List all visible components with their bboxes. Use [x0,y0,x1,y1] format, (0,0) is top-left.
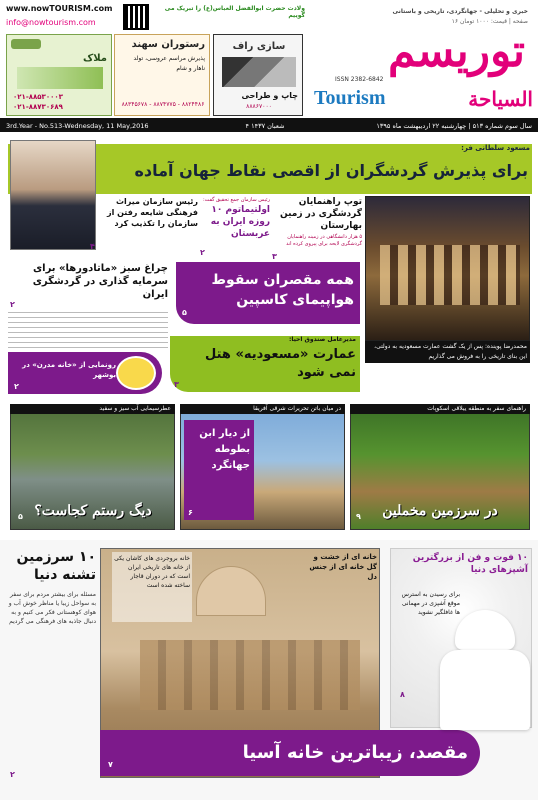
green-caption: راهنمای سفر به منطقه ییلاقی اسکوپات [350,404,530,414]
morocco-title: از دیار ابن بطوطه جهانگرد [199,428,250,471]
story-masoudieh-page: ۳ [174,380,179,389]
story-unveil-page: ۲ [14,382,19,391]
story-heritage[interactable] [88,196,198,254]
ad-malak-badge [11,39,41,49]
tagline: خبری و تحلیلی - جهانگردی، تاریخی و باستانی [392,8,528,15]
website-url[interactable]: www.nowTOURISM.com [6,4,113,13]
story-green-lamp[interactable] [8,262,168,312]
story-green-lamp-page: ۲ [10,300,15,309]
river-page: ۵ [18,512,23,521]
story-masoudieh-title: عمارت «مسعودیه» هتل نمی شود [205,347,356,380]
story-unveil-title: رونمایی از «خانه مدرن» در بوشهر [22,361,116,379]
ad-print-brand: سازی راف [232,41,286,52]
price: ۱۶ صفحه | قیمت: ۱۰۰۰ تومان [451,18,528,25]
body-text-block [8,312,168,350]
story-ten-lands-page: ۲ [10,770,15,779]
ad-restaurant-line1: پذیرش مراسم عروسی، تولد [133,55,205,62]
story-chefs-page: ۸ [400,690,405,699]
unveil-badge [116,356,156,390]
story-masoudieh-kicker: مدیرعامل صندوق احیا: [288,336,356,343]
ad-restaurant-title: رستوران سهند [131,39,205,50]
story-airline-kicker: رئیس سازمان جمع تحقیق گفت: [202,197,270,203]
river-title: دیگ رستم کجاست؟ [34,503,152,519]
story-chefs-title: ۱۰ فوت و فن از بزرگترین آشپزهای دنیا [412,553,528,575]
top-note: ولادت حضرت ابوالفضل العباس(ع) را تبریک می گوییم [164,5,305,19]
story-green-lamp-title: چراغ سبز «ماتادورها» برای سرمایه گذاری در گردشگری ایران [32,263,168,300]
dateline-right: سال سوم شماره ۵۱۳ | چهارشنبه ۲۲ اردیبهشت ماه ۱۳۹۵ [376,122,532,130]
story-heritage-title: رئیس سازمان میراث فرهنگی شایعه رفتن از سازمان را تکذیب کرد [106,197,198,228]
story-house-title: مقصد، زیباترین خانه آسیا [242,742,468,763]
qr-code [123,4,149,30]
ad-restaurant[interactable] [114,34,210,116]
river-caption: عطرسیمایی آب سیز و سفید [10,404,175,414]
story-caspian-page: ۵ [182,308,187,317]
ad-restaurant-line2: ناهار و شام [176,65,205,72]
kashan-caption: محمدرضا پوینده: پس از یک گشت عمارت مسعودیه به دولتی، این بنای تاریخی را به فروش می گذاریم [365,341,530,363]
story-heritage-page: ۴ [90,242,95,251]
ad-print-title: چاپ و طراحی [241,91,298,100]
story-guides-page: ۳ [272,252,277,261]
ad-malak-phone-1: ۰۲۱-۸۸۵۳۰۰۰۳ [13,93,63,101]
story-airline-title: اولتیماتوم ۱۰ روزه ایران به عربستان [210,205,270,239]
story-ten-lands-body: مسئله برای بیشتر مردم برای سفر به سواحل زیبا یا مناظر خوش آب و هوای کوهستانی فکر می کنیم و به دنبال جاذبه های فرهنگی می گردیم [8,591,96,625]
story-house-body: خانه بروجردی های کاشان یکی از خانه های تاریخی ایران است که در دوران قاجار ساخته شده است [112,552,192,622]
story-airline-page: ۲ [200,248,205,257]
ad-malak-phone-2: ۰۲۱-۸۸۷۳۰۶۸۹ [13,103,63,111]
ad-print-phone: ۸۸۸۶۷۰۰۰ [246,103,272,110]
morocco-page: ۶ [188,508,193,517]
logo-fa: توریسم [387,26,525,77]
email-address[interactable]: info@nowtourism.com [6,18,96,27]
ad-print-image [222,57,296,87]
ad-malak[interactable] [6,34,112,116]
story-guides-title: توپ راهنمایان گردشگری در زمین بهارستان [280,197,362,231]
ad-malak-title: ملاک [82,53,107,64]
story-guides-sub: ۵ هزار دانشگاهی در زمینه راهنمایان گردشگری لایحه برای پیروی کرده اند [286,234,362,247]
dateline-middle: ۴ شعبان ۱۴۳۷ [245,122,285,130]
kashan-windows [380,245,520,305]
house-arches [140,640,360,710]
green-page: ۹ [356,512,361,521]
green-title: در سرزمین مخملین [382,503,498,519]
story-ten-lands[interactable] [8,548,96,778]
minister-photo [10,140,96,250]
dateline-left: 3rd.Year - No.513-Wednesday, 11 May,2016 [6,122,149,130]
story-house-page: ۷ [108,760,113,769]
story-caspian-title: همه مقصران سقوط هواپیمای کاسپین [211,272,354,308]
logo-sub-fa: السياحة [468,87,533,111]
story-house-kicker: خانه ای از خشت و گل خانه ای از جنس دل [309,553,377,581]
logo-en: Tourism [314,87,386,109]
headline-title: برای پذیرش گردشگران از اقصی نقاط جهان آماده [134,161,528,180]
issn: ISSN 2382-6842 [335,76,384,83]
morocco-caption: در میان باتن تحریرات شرقی آفریقا [180,404,345,414]
story-chefs-body: برای رسیدن به استرس موقع آشپزی در مهمانی ها غافلگیر نشوید [401,591,460,616]
story-ten-lands-title: ۱۰ سرزمین تشنه دنیا [16,549,96,583]
ad-print[interactable] [213,34,303,116]
headline-kicker: مسعود سلطانی فر: [461,144,530,152]
ad-malak-image [17,67,103,89]
ad-restaurant-phone: ۸۸۳۴۵۶۷۸ - ۸۸۷۴۷۷۵ - ۸۸۲۴۴۸۶ [121,101,205,108]
